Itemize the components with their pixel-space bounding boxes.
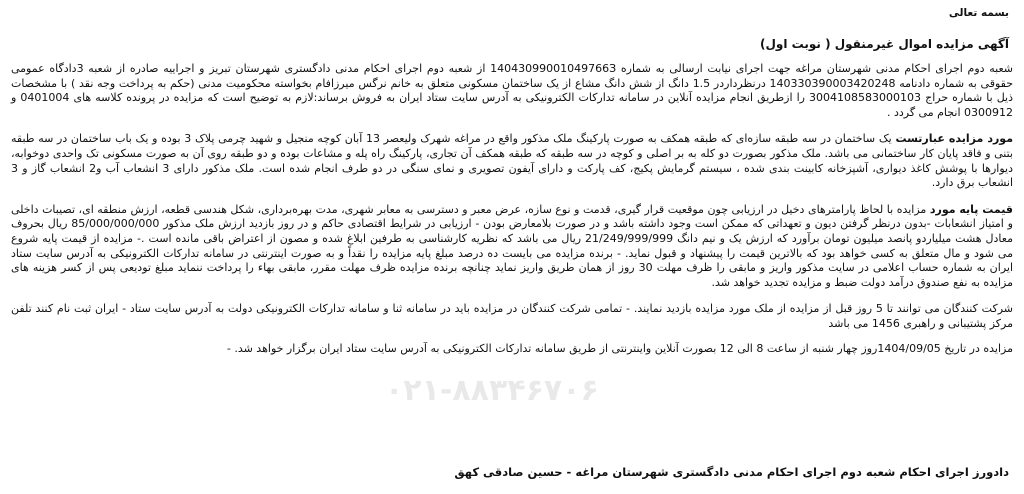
auction-date-paragraph: مزایده در تاریخ 1404/09/05روز چهار شنبه از ساعت 8 الی 12 بصورت آنلاین واینترنتی از طریق سامانه تدارکات الکترونیکی به آدرس سایت ستاد ایران برگزار خواهد شد. - xyxy=(226,341,1013,355)
watermark-text: ۰۲۱-۸۸۳۴۶۷۰۶ xyxy=(385,373,599,408)
property-description-heading: مورد مزایده عبارتست xyxy=(895,132,1014,146)
intro-paragraph: شعبه دوم اجرای احکام مدنی شهرستان مراغه جهت اجرای نیابت ارسالی به شماره 14043099001049766З از شعبه دوم اجرای احکام مدنی دادگستری شهرستان تبریز و اجراییه صادره از شعبه 3دادگاه عمومی حقوقی به شماره دادنامه 140330390003420248 درنظرداردر 1.5 دانگ از شش دانگ مشاع از یک ساختمان مسکونی متعلق به خانم نرگس میرزافام بخواسته محکومیت مدنی (حکم به پرداخت وجه نقد ) با مشخصات ذیل با شماره حراج 3004108583000103 را ازطریق انجام مزایده آنلاین در سامانه تدارکات الکترونیکی به آدرس سایت ستاد ایران به فروش برساند:لازم به توضیح است که مزایده در پرونده کلاسه های 0401004 و 0300912 انجام می گردد . xyxy=(11,62,1014,119)
basmala-heading: بسمه تعالی xyxy=(948,7,1009,19)
signature-line: دادورز اجرای احکام شعبه دوم اجرای احکام مدنی دادگستری شهرستان مراغه - حسین صادقی کهق xyxy=(454,465,1009,479)
base-price-body: مزایده با لحاظ پارامترهای دخیل در ارزیابی چون موقعیت قرار گیری، قدمت و نوع سازه، عرض معبر و دسترسی به معابر شهری، مدت بهره‌برداری، شکل هندسی قطعه، ارزش منطقه ای، تصیبات داخلی و امتیاز انشعابات -بدون درنظر گرفتن دیون و تعهداتی که ممکن است وجود داشته باشد و در صورت بلامعارض بودن - ارزیابی در شرایط اقتصادی حاکم و در روز بازدید ارزش ملک مذکور 85/000/000/000 ریال بحروف معادل هشت میلیاردو پانصد میلیون تومان برآورد که ارزش یک و نیم دانگ 21/249/999/999 ریال می باشد که نظریه کارشناسی به طرفین ابلاغ شده و مصون از اعتراض باقی مانده است .- مزایده از قیمت پایه شروع می شود و مال متعلق به کسی خواهد بود که بالاترین قیمت را پیشنهاد و قبول نماید. - برنده مزایده می بایست ده درصد مبلغ پایه مزایده را نقداً و به صورت اینترنتی در سامانه تدارکات الکترونیکی به آدرس سایت ستاد ایران به شماره حساب اعلامی در سایت مذکور واریز و مابقی را ظرف مهلت 30 روز از همان طریق واریز نماید چنانچه برنده مزایده ظرف مهلت مقرر، مابقی بهاء را پرداخت ننماید مبلغ تودیعی پس از کسر هزینه های مزایده به نفع صندوق درآمد دولت ضبط و مزایده تجدید خواهد شد. xyxy=(11,202,1014,289)
base-price-heading: قیمت پایه مورد xyxy=(929,202,1013,216)
notice-title: آگهی مزایده اموال غیرمنقول ( نوبت اول) xyxy=(760,37,1009,51)
participation-paragraph: شرکت کنندگان می توانند تا 5 روز قبل از مزایده از ملک مورد مزایده بازدید نمایند. - تمامی شرکت کنندگان در مزایده باید در سامانه ثنا و سامانه تدارکات الکترونیکی دولت به آدرس سایت ستاد - ایران ثبت نام کنند تلفن مرکز پشتیبانی و راهبری 1456 می باشد xyxy=(11,302,1013,330)
property-description-paragraph xyxy=(11,132,1013,190)
base-price-paragraph xyxy=(11,203,1013,291)
property-description-body: یک ساختمان در سه طبقه سازه‌ای که طبقه همکف به صورت پارکینگ ملک مذکور واقع در مراغه شهرک ولیعصر 13 آبان کوچه منجیل و شهید چرمی پلاک 3 بوده و یک باب ساختمان در سه طبقه بتنی و فاقد پایان کار ساختمانی می باشد. ملک مذکور بصورت دو کله به بر اصلی و کوچه در سه طبقه که طبقه همکف آن تجاری، پارکینگ راه پله و مشاعات بوده و دو طبقه روی آن به صورت مسکونی تک واحدی دوخوابه، دیوارها با پوشش کاغذ دیواری، آشپزخانه کابینت بندی شده ، سیستم گرمایش پکیج، کف پارکت و دارای آیفون تصویری و نمای سنگی در دو طرف انجام شده است. ملک مذکور دارای 3 انشعاب آب و2 انشعاب گاز و 3 انشعاب برق دارد. xyxy=(11,132,1013,190)
